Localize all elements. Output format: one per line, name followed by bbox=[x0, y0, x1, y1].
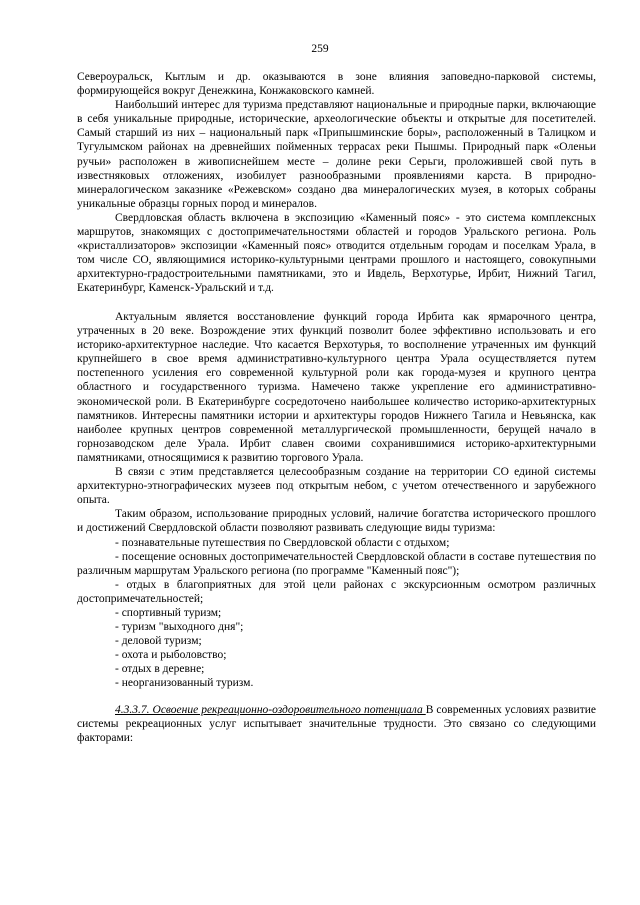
list-item: - посещение основных достопримечательностей Свердловской области в составе путешествия по различным маршрутам Уральского региона (по программе "Каменный пояс"); bbox=[77, 550, 596, 577]
page-body bbox=[77, 70, 596, 745]
list-item: - охота и рыболовство; bbox=[115, 649, 227, 662]
list-item: - деловой туризм; bbox=[115, 635, 202, 648]
list-item: - туризм "выходного дня"; bbox=[115, 621, 244, 634]
section-heading: 4.3.3.7. Освоение рекреационно-оздоровительного потенциала bbox=[115, 703, 426, 716]
list-item: - неорганизованный туризм. bbox=[115, 677, 254, 690]
list-item: - познавательные путешествия по Свердловской области с отдыхом; bbox=[115, 536, 450, 549]
paragraph: В связи с этим представляется целесообразным создание на территории СО единой системы архитектурно-этнографических музеев под открытым небом, с учетом отечественного и зарубежного опыта. bbox=[77, 466, 596, 507]
paragraph: Актуальным является восстановление функций города Ирбита как ярмарочного центра, утраченных в 20 веке. Возрождение этих функций позволит более эффективно использовать и его историко-архитектурное наследие. Что касается Верхотурья, то восполнение утраченных им функций крупнейшего в свое время административно-культурного центра Урала осуществляется путем постепенного усиления его современной культурной роли как города-музея и крупного центра областного и государственного туризма. Намечено также укрепление его административно-экономической роли. В Екатеринбурге сосредоточено наибольшее количество историко-архитектурных памятников. Интересны памятники истории и архитектуры городов Нижнего Тагила и Невьянска, как наиболее крупных центров современной металлургической промышленности, берущей начало в горнозаводском деле Урала. Ирбит славен своими сохранившимися историко-архитектурными памятниками, относящимися к развитию торгового Урала. bbox=[77, 311, 596, 464]
paragraph: Таким образом, использование природных условий, наличие богатства исторического прошлого и достижений Свердловской области позволяют развивать следующие виды туризма: bbox=[77, 508, 596, 535]
section-paragraph bbox=[77, 703, 596, 745]
page-number: 259 bbox=[311, 43, 329, 55]
list-item: - отдых в благоприятных для этой цели районах с экскурсионным осмотром различных достопримечательностей; bbox=[77, 578, 596, 605]
paragraph: Североуральск, Кытлым и др. оказываются в зоне влияния заповедно-парковой системы, формирующейся вокруг Денежкина, Конжаковского камней. bbox=[77, 71, 596, 98]
list-item: - отдых в деревне; bbox=[115, 663, 205, 676]
paragraph: Свердловская область включена в экспозицию «Каменный пояс» - это система комплексных маршрутов, знакомящих с достопримечательностями областей и городов Уральского региона. Роль «кристаллизаторов» экспозиции «Каменный пояс» отводится отдельным городам и поселкам Урала, в том числе СО, являющимися историко-культурными центрами прошлого и настоящего, совокупными архитектурно-градостроительными памятниками, это и Ивдель, Верхотурье, Ирбит, Нижний Тагил, Екатеринбург, Каменск-Уральский и т.д. bbox=[77, 211, 596, 295]
section-text: В современных условиях развитие системы рекреационных услуг испытывает значительные трудности. Это связано со следующими факторами: bbox=[77, 703, 596, 744]
list-item: - спортивный туризм; bbox=[115, 606, 222, 619]
paragraph: Наибольший интерес для туризма представляют национальные и природные парки, включающие в себя уникальные природные, исторические, археологические объекты и открытые для посетителей. Самый старший из них – национальный парк «Припышминские боры», расположенный в Талицком и Тугулымском районах на древнейших пойменных террасах реки Пышмы. Природный парк «Оленьи ручьи» расположен в живописнейшем месте – долине реки Серьги, проложившей свой путь в известняковых отложениях, изобилует разнообразными проявлениями карста. В природно-минералогическом заказнике «Режевском» создано два минералогических музея, в которых собраны уникальные образцы горных пород и минералов. bbox=[77, 99, 596, 210]
